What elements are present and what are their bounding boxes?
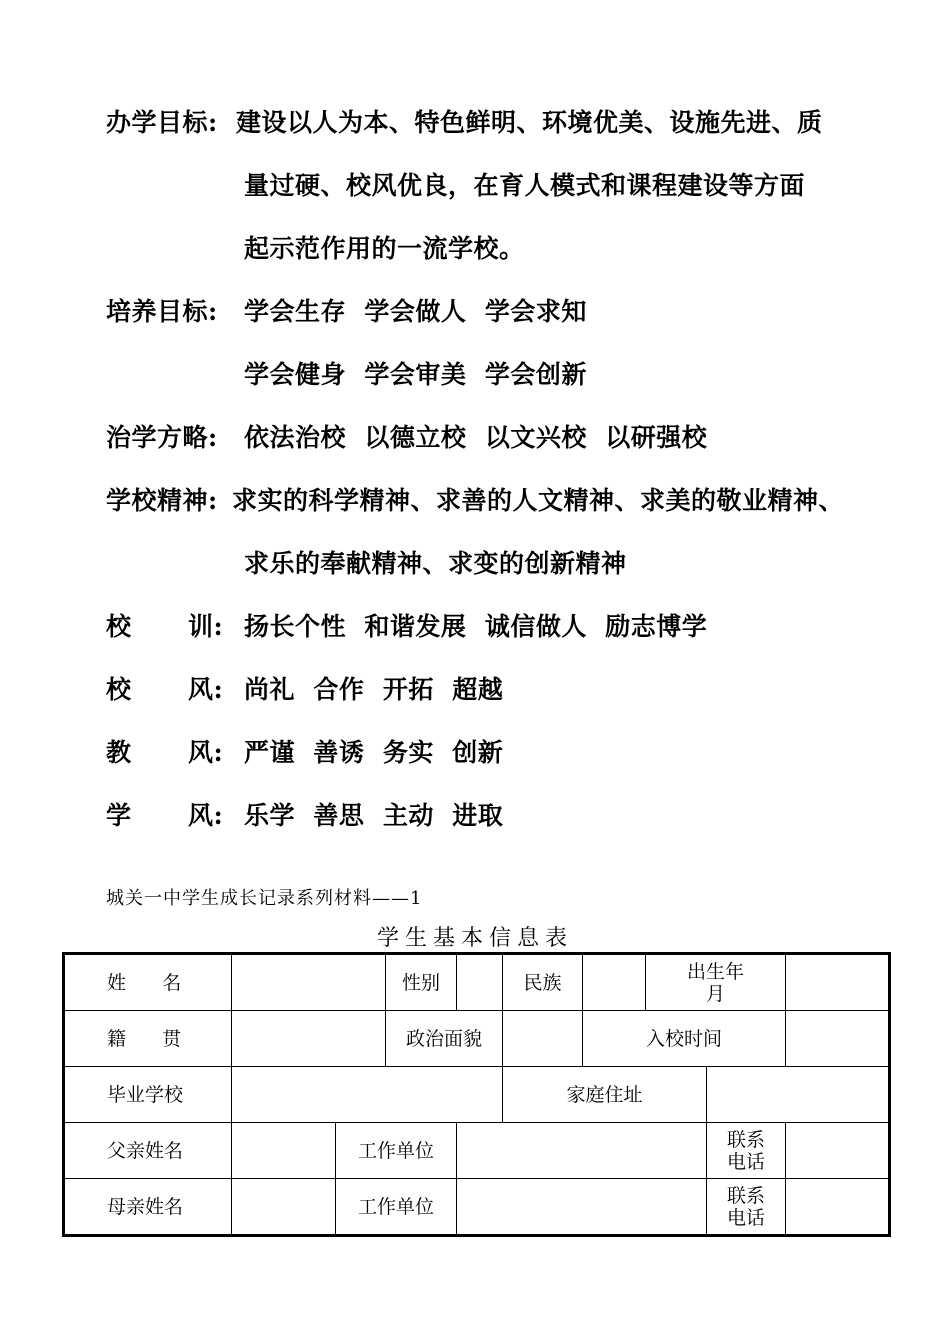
- train-line-1: 学会生存 学会做人 学会求知: [244, 297, 587, 326]
- mother-phone-label: [707, 1179, 786, 1236]
- father-work-label: 工作单位: [336, 1123, 457, 1179]
- birth-label-line-2: 月: [706, 982, 726, 1005]
- graduated-value-cell[interactable]: [232, 1067, 503, 1123]
- table-title: 学生基本信息表: [376, 926, 573, 951]
- strategy-label: 治学方略:: [106, 423, 218, 452]
- train-label: 培养目标:: [106, 297, 218, 326]
- jiaofeng-text: 严谨 善诱 务实 创新: [244, 738, 504, 767]
- mother-value-cell[interactable]: [232, 1179, 336, 1236]
- spirit-label: 学校精神:: [106, 486, 218, 515]
- jiaofeng-char-2: 风:: [188, 738, 224, 767]
- mother-phone-label-line-1: 联系: [727, 1184, 766, 1207]
- goal-label: 办学目标:: [106, 108, 218, 137]
- ethnicity-label: 民族: [503, 954, 583, 1011]
- table-row: [64, 1123, 890, 1179]
- spirit-line-1: 求实的科学精神、求善的人文精神、求美的敬业精神、: [232, 486, 845, 515]
- xiaofeng-row: [106, 675, 236, 705]
- table-row: [64, 1179, 890, 1236]
- name-label: 姓 名: [64, 954, 232, 1011]
- mother-work-value-cell[interactable]: [457, 1179, 707, 1236]
- hometown-value-cell[interactable]: [232, 1011, 386, 1067]
- ethnicity-value-cell[interactable]: [583, 954, 646, 1011]
- hometown-label: 籍 贯: [64, 1011, 232, 1067]
- xuefeng-char-2: 风:: [188, 801, 224, 830]
- jiaofeng-row: [106, 738, 236, 768]
- xiaofeng-char-2: 风:: [188, 675, 224, 704]
- mother-phone-value-cell[interactable]: [786, 1179, 890, 1236]
- table-row: [64, 1067, 890, 1123]
- father-work-value-cell[interactable]: [457, 1123, 707, 1179]
- spirit-line-2: 求乐的奉献精神、求变的创新精神: [244, 549, 627, 578]
- address-label: 家庭住址: [503, 1067, 707, 1123]
- xuefeng-row: [106, 801, 236, 831]
- xiaofeng-text: 尚礼 合作 开拓 超越: [244, 675, 504, 704]
- father-phone-value-cell[interactable]: [786, 1123, 890, 1179]
- name-value-cell[interactable]: [232, 954, 386, 1011]
- father-phone-label-line-2: 电话: [727, 1150, 766, 1173]
- xuefeng-text: 乐学 善思 主动 进取: [244, 801, 504, 830]
- xiaoxun-char-1: 校: [106, 612, 132, 641]
- xiaoxun-row: [106, 612, 236, 642]
- strategy-line: 依法治校 以德立校 以文兴校 以研强校: [244, 423, 708, 452]
- mother-phone-label-line-2: 电话: [727, 1206, 766, 1229]
- goal-line-3: 起示范作用的一流学校。: [244, 234, 525, 263]
- jiaofeng-char-1: 教: [106, 738, 132, 767]
- political-value-cell[interactable]: [503, 1011, 583, 1067]
- address-value-cell[interactable]: [707, 1067, 890, 1123]
- father-value-cell[interactable]: [232, 1123, 336, 1179]
- birth-label-line-1: 出生年: [687, 960, 745, 983]
- birth-value-cell[interactable]: [786, 954, 890, 1011]
- xiaoxun-char-2: 训:: [188, 612, 224, 641]
- father-phone-label: [707, 1123, 786, 1179]
- goal-line-2: 量过硬、校风优良，在育人模式和课程建设等方面: [244, 171, 806, 200]
- xuefeng-char-1: 学: [106, 801, 132, 830]
- gender-label: 性别: [386, 954, 457, 1011]
- father-label: 父亲姓名: [64, 1123, 232, 1179]
- mother-work-label: 工作单位: [336, 1179, 457, 1236]
- graduated-label: 毕业学校: [64, 1067, 232, 1123]
- xiaofeng-char-1: 校: [106, 675, 132, 704]
- xiaoxun-text: 扬长个性 和谐发展 诚信做人 励志博学: [244, 612, 708, 641]
- table-row: [64, 954, 890, 1011]
- table-row: [64, 1011, 890, 1067]
- mother-label: 母亲姓名: [64, 1179, 232, 1236]
- train-line-2: 学会健身 学会审美 学会创新: [244, 360, 587, 389]
- series-caption: 城关一中学生成长记录系列材料——1: [106, 888, 423, 909]
- father-phone-label-line-1: 联系: [727, 1128, 766, 1151]
- student-info-table: [62, 952, 891, 1237]
- enroll-label: 入校时间: [583, 1011, 786, 1067]
- enroll-value-cell[interactable]: [786, 1011, 890, 1067]
- goal-line-1: 建设以人为本、特色鲜明、环境优美、设施先进、质: [236, 108, 823, 137]
- political-label: 政治面貌: [386, 1011, 503, 1067]
- gender-value-cell[interactable]: [457, 954, 503, 1011]
- birth-label: [646, 954, 786, 1011]
